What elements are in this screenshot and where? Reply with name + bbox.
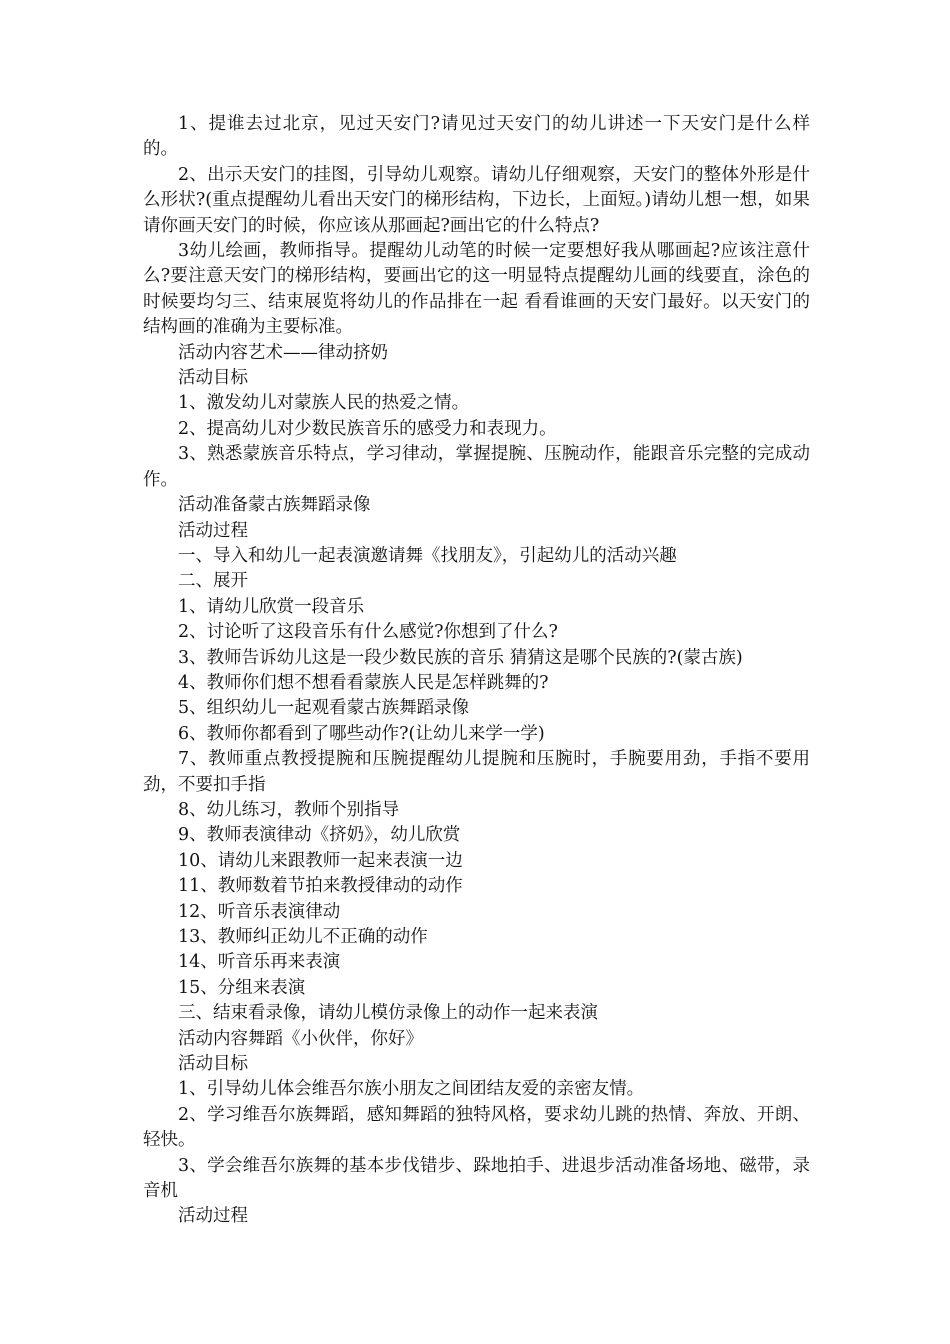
list-item: 9、教师表演律动《挤奶》，幼儿欣赏 <box>178 825 461 846</box>
section-heading: 活动过程 <box>178 520 248 541</box>
paragraph: 2、提高幼儿对少数民族音乐的感受力和表现力。 <box>178 418 557 439</box>
list-item: 10、请幼儿来跟教师一起来表演一边 <box>178 850 463 871</box>
section-heading: 活动准备蒙古族舞蹈录像 <box>178 495 371 516</box>
paragraph: 2、出示天安门的挂图，引导幼儿观察。请幼儿仔细观察，天安门的整体外形是什么形状?(重点提醒幼儿看出天安门的梯形结构，下边长，上面短。)请幼儿想一想，如果请你画天安门的时候，你应该从那画起?画出它的什么特点? <box>143 164 810 236</box>
list-item: 3、教师告诉幼儿这是一段少数民族的音乐 猜猜这是哪个民族的?(蒙古族) <box>178 647 743 668</box>
list-item: 15、分组来表演 <box>178 977 306 998</box>
section-heading: 活动内容舞蹈《小伙伴，你好》 <box>178 1028 423 1049</box>
paragraph: 1、引导幼儿体会维吾尔族小朋友之间团结友爱的亲密友情。 <box>178 1079 645 1100</box>
list-item: 12、听音乐表演律动 <box>178 901 341 922</box>
list-item: 4、教师你们想不想看看蒙族人民是怎样跳舞的? <box>178 672 549 693</box>
document-page <box>143 112 810 1230</box>
list-item: 1、请幼儿欣赏一段音乐 <box>178 596 365 617</box>
paragraph: 3、熟悉蒙族音乐特点，学习律动，掌握提腕、压腕动作，能跟音乐完整的完成动作。 <box>143 444 810 490</box>
paragraph: 1、激发幼儿对蒙族人民的热爱之情。 <box>178 393 470 414</box>
paragraph: 3、学会维吾尔族舞的基本步伐错步、跺地拍手、进退步活动准备场地、磁带，录音机 <box>143 1155 810 1202</box>
list-item: 8、幼儿练习，教师个别指导 <box>178 799 400 820</box>
list-item: 7、教师重点教授提腕和压腕提醒幼儿提腕和压腕时，手腕要用劲，手指不要用劲，不要扣手指 <box>143 749 810 795</box>
section-heading: 活动内容艺术——律动挤奶 <box>178 342 388 363</box>
list-item: 6、教师你都看到了哪些动作?(让幼儿来学一学) <box>178 723 545 744</box>
paragraph: 二、展开 <box>178 571 248 592</box>
paragraph: 三、结束看录像，请幼儿模仿录像上的动作一起来表演 <box>178 1003 598 1024</box>
paragraph: 一、导入和幼儿一起表演邀请舞《找朋友》，引起幼儿的活动兴趣 <box>178 545 677 566</box>
list-item: 11、教师数着节拍来教授律动的动作 <box>178 876 463 897</box>
paragraph: 2、学习维吾尔族舞蹈，感知舞蹈的独特风格，要求幼儿跳的热情、奔放、开朗、轻快。 <box>143 1104 810 1151</box>
list-item: 13、教师纠正幼儿不正确的动作 <box>178 927 428 947</box>
paragraph: 3幼儿绘画，教师指导。提醒幼儿动笔的时候一定要想好我从哪画起?应该注意什么?要注意天安门的梯形结构，要画出它的这一明显特点提醒幼儿画的线要直，涂色的时候要均匀三、结束展览将幼儿的作品排在一起 看看谁画的天安门最好。以天安门的结构画的准确为主要标准。 <box>143 241 810 338</box>
list-item: 2、讨论听了这段音乐有什么感觉?你想到了什么? <box>178 622 558 643</box>
section-heading: 活动目标 <box>178 368 248 389</box>
paragraph: 1、提谁去过北京，见过天安门?请见过天安门的幼儿讲述一下天安门是什么样的。 <box>143 114 810 160</box>
section-heading: 活动过程 <box>178 1206 248 1227</box>
list-item: 14、听音乐再来表演 <box>178 952 341 973</box>
list-item: 5、组织幼儿一起观看蒙古族舞蹈录像 <box>178 698 470 719</box>
section-heading: 活动目标 <box>178 1054 248 1075</box>
